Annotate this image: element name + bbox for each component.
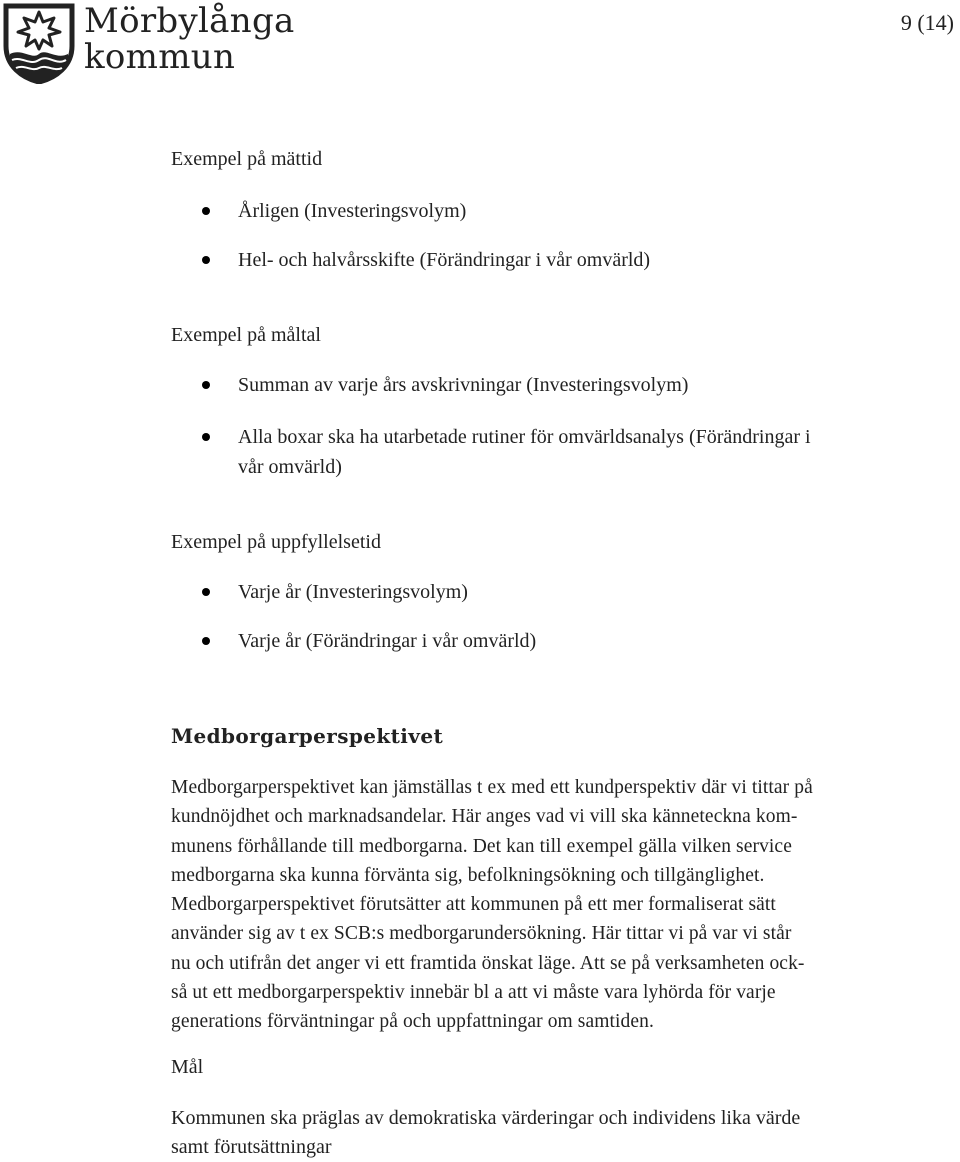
section-label-measure-time: Exempel på mättid xyxy=(171,148,323,170)
bullet-icon xyxy=(202,637,210,645)
body-paragraph: Medborgarperspektivet kan jämställas t ex med ett kundperspektiv där vi tittar på kundnöjdhet och marknadsandelar. Här anges vad vi vill ska känneteckna kom- munens förhållande till medborgarna. Det kan till exempel gälla vilken service medborgarna ska kunna förvänta sig, befolkningsökning och tillgänglighet. Medborgarperspektivet förutsätter att kommunen på ett mer formaliserat sätt använder sig av t ex SCB:s medborgarundersökning. Här tittar vi på var vi står nu och utifrån det anger vi ett framtida önskat läge. Att se på verksamheten ock- så ut ett medborgarperspektiv innebär bl a att vi måste vara lyhörda för varje generations förväntningar på och uppfattningar om samtiden. xyxy=(171,777,813,1033)
list-item: Alla boxar ska ha utarbetade rutiner för omvärldsanalys (Förändringar i vår omvärld) xyxy=(238,422,811,482)
list-item: Varje år (Investeringsvolym) xyxy=(238,577,468,607)
page-number: 9 (14) xyxy=(900,10,954,35)
bullet-icon xyxy=(202,256,210,264)
bullet-icon xyxy=(202,588,210,596)
coat-of-arms-icon xyxy=(2,2,76,84)
list-item: Hel- och halvårsskifte (Förändringar i vår omvärld) xyxy=(238,245,650,275)
logo-title-line1: Mörbylånga xyxy=(84,1,295,41)
bullet-icon xyxy=(202,207,210,215)
municipality-logo xyxy=(0,0,295,90)
section-label-fulfilment-time: Exempel på uppfyllelsetid xyxy=(171,531,381,553)
goal-label: Mål xyxy=(171,1056,204,1078)
list-item: Summan av varje års avskrivningar (Investeringsvolym) xyxy=(238,370,688,400)
list-item: Varje år (Förändringar i vår omvärld) xyxy=(238,626,536,656)
bullet-icon xyxy=(202,433,210,441)
logo-title-line2: kommun xyxy=(84,37,236,77)
bullet-icon xyxy=(202,381,210,389)
goal-paragraph: Kommunen ska präglas av demokratiska värderingar och individens lika värde samt förutsättningar xyxy=(171,1107,801,1158)
section-label-target-value: Exempel på måltal xyxy=(171,324,321,346)
section-heading: Medborgarperspektivet xyxy=(171,724,444,748)
list-item: Årligen (Investeringsvolym) xyxy=(238,196,466,226)
